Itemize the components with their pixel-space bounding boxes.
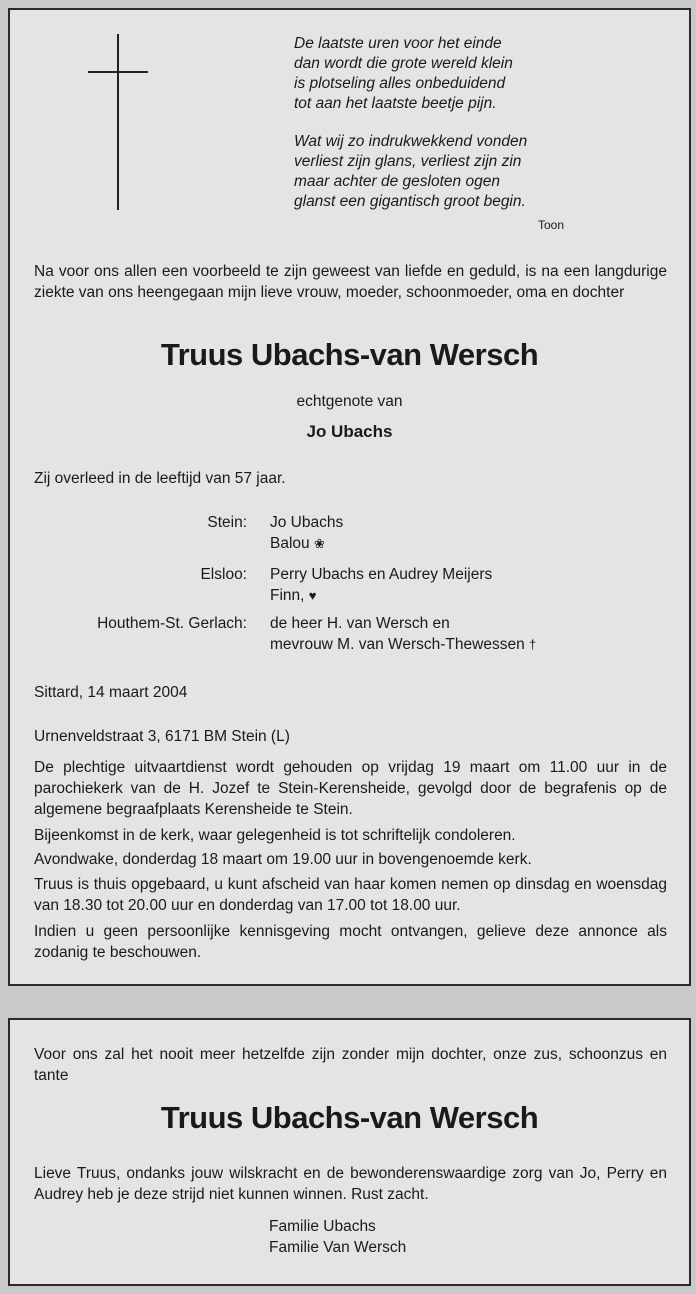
deceased-name: Truus Ubachs-van Wersch bbox=[160, 1100, 539, 1135]
family-line: Perry Ubachs en Audrey Meijers bbox=[270, 566, 493, 583]
poem-line: verliest zijn glans, verliest zijn zin bbox=[294, 153, 522, 170]
death-notice-main bbox=[8, 8, 691, 986]
age-text: Zij overleed in de leeftijd van 57 jaar. bbox=[34, 470, 286, 487]
paragraph: Indien u geen persoonlijke kennisgeving mocht ontvangen, gelieve deze annonce als zodanig te beschouwen. bbox=[34, 923, 667, 961]
family-line: Jo Ubachs bbox=[270, 514, 344, 531]
family-line: Balou ❀ bbox=[270, 535, 325, 552]
poem-author: Toon bbox=[537, 218, 564, 232]
address: Urnenveldstraat 3, 6171 BM Stein (L) bbox=[34, 728, 290, 745]
death-notice-family bbox=[8, 1018, 691, 1286]
poem-line: dan wordt die grote wereld klein bbox=[294, 55, 513, 72]
intro-text: Na voor ons allen een voorbeeld te zijn geweest van liefde en geduld, is na een langdurige ziekte van ons heengegaan mijn lieve vrouw, moeder, schoonmoeder, oma en dochter bbox=[34, 263, 667, 301]
place-date: Sittard, 14 maart 2004 bbox=[34, 684, 188, 701]
poem-line: Wat wij zo indrukwekkend vonden bbox=[294, 133, 528, 150]
poem-line: tot aan het laatste beetje pijn. bbox=[294, 95, 497, 112]
family-line: Finn, ♥ bbox=[270, 587, 317, 604]
intro-text: Voor ons zal het nooit meer hetzelfde zijn zonder mijn dochter, onze zus, schoonzus en tante bbox=[34, 1046, 667, 1084]
cross-icon bbox=[88, 34, 148, 210]
deceased-name: Truus Ubachs-van Wersch bbox=[160, 337, 539, 372]
spouse-label: echtgenote van bbox=[296, 393, 403, 410]
family-place: Houthem-St. Gerlach: bbox=[97, 615, 247, 632]
poem-line: De laatste uren voor het einde bbox=[294, 35, 502, 52]
paragraph: Avondwake, donderdag 18 maart om 19.00 uur in bovengenoemde kerk. bbox=[34, 851, 532, 868]
poem bbox=[294, 34, 594, 230]
family-line: de heer H. van Wersch en bbox=[270, 615, 450, 632]
paragraph: De plechtige uitvaartdienst wordt gehouden op vrijdag 19 maart om 11.00 uur in de parochiekerk van de H. Jozef te Stein-Kerensheide, gevolgd door de begrafenis op de algemene begraafplaats Kerensheide te Stein. bbox=[34, 759, 667, 818]
family-line: mevrouw M. van Wersch-Thewessen † bbox=[270, 636, 537, 653]
poem-line: is plotseling alles onbeduidend bbox=[294, 75, 506, 92]
poem-line: glanst een gigantisch groot begin. bbox=[294, 193, 526, 210]
dagger-icon: † bbox=[529, 637, 537, 652]
poem-stanza-2 bbox=[294, 132, 594, 212]
signature: Familie Ubachs bbox=[269, 1218, 376, 1235]
family-place: Stein: bbox=[207, 514, 247, 531]
signature: Familie Van Wersch bbox=[269, 1239, 407, 1256]
poem-stanza-1 bbox=[294, 34, 594, 114]
paragraph: Truus is thuis opgebaard, u kunt afscheid van haar komen nemen op dinsdag en woensdag van 18.30 tot 20.00 uur en donderdag van 17.00 tot 18.00 uur. bbox=[34, 876, 667, 914]
paragraph: Bijeenkomst in de kerk, waar gelegenheid is tot schriftelijk condoleren. bbox=[34, 827, 516, 844]
poem-line: maar achter de gesloten ogen bbox=[294, 173, 500, 190]
message: Lieve Truus, ondanks jouw wilskracht en de bewonderenswaardige zorg van Jo, Perry en Audrey heb je deze strijd niet kunnen winnen. Rust zacht. bbox=[34, 1165, 667, 1203]
paw-icon: ❀ bbox=[313, 536, 325, 551]
heart-icon: ♥ bbox=[308, 588, 317, 603]
family-place: Elsloo: bbox=[200, 566, 247, 583]
spouse-name: Jo Ubachs bbox=[306, 422, 393, 441]
